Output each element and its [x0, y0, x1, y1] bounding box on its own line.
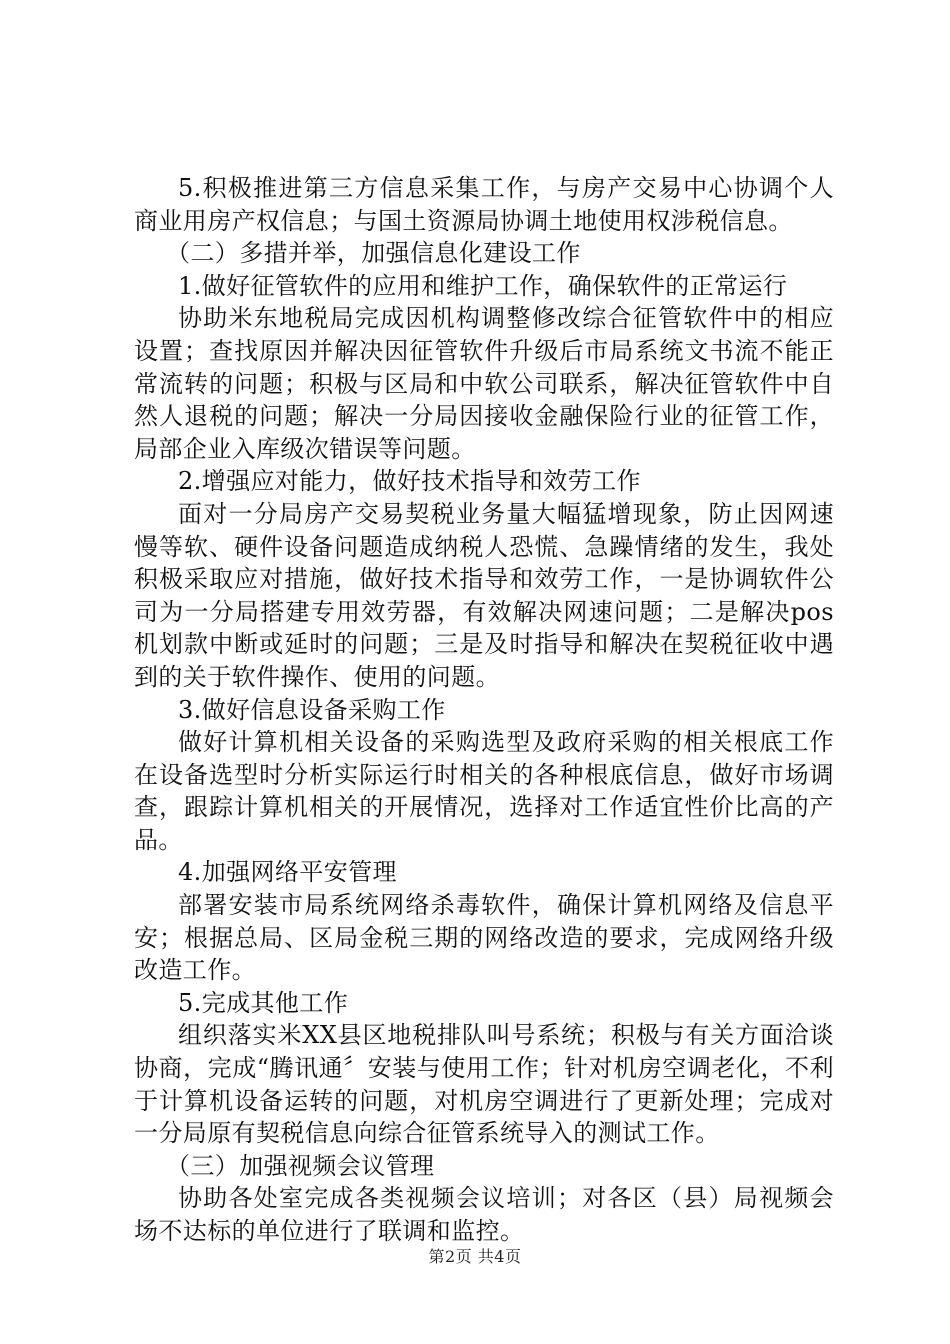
- paragraph: 协助米东地税局完成因机构调整修改综合征管软件中的相应设置；查找原因并解决因征管软件升级后市局系统文书流不能正常流转的问题；积极与区局和中软公司联系，解决征管软件中自然人退税的问题；解决一分局因接收金融保险行业的征管工作，局部企业入库级次错误等问题。: [134, 304, 834, 463]
- paragraph: 做好计算机相关设备的采购选型及政府采购的相关根底工作在设备选型时分析实际运行时相关的各种根底信息，做好市场调查，跟踪计算机相关的开展情况，选择对工作适宜性价比高的产品。: [134, 728, 834, 854]
- section-heading: （三）加强视频会议管理: [166, 1151, 435, 1180]
- paragraph: 面对一分局房产交易契税业务量大幅猛增现象，防止因网速慢等软、硬件设备问题造成纳税人恐慌、急躁情绪的发生，我处积极采取应对措施，做好技术指导和效劳工作，一是协调软件公司为一分局搭建专用效劳器，有效解决网速问题；二是解决pos机划款中断或延时的问题；三是及时指导和解决在契税征收中遇到的关于软件操作、使用的问题。: [134, 499, 834, 691]
- paragraph: 组织落实米XX县区地税排队叫号系统；积极与有关方面洽谈协商，完成“腾讯通〞安装与使用工作；针对机房空调老化，不利于计算机设备运转的问题，对机房空调进行了更新处理；完成对一分局原有契税信息向综合征管系统导入的测试工作。: [134, 1021, 834, 1148]
- page-number-footer: 第2页 共4页: [428, 1247, 522, 1266]
- document-body: [134, 172, 834, 1248]
- paragraph: 5.积极推进第三方信息采集工作，与房产交易中心协调个人商业用房产权信息；与国土资源局协调土地使用权涉税信息。: [134, 174, 834, 235]
- subheading: 5.完成其他工作: [178, 988, 349, 1017]
- subheading: 3.做好信息设备采购工作: [178, 695, 446, 724]
- section-heading: （二）多措并举，加强信息化建设工作: [166, 239, 581, 268]
- subheading: 2.增强应对能力，做好技术指导和效劳工作: [178, 467, 641, 496]
- paragraph: 部署安装市局系统网络杀毒软件，确保计算机网络及信息平安；根据总局、区局金税三期的网络改造的要求，完成网络升级改造工作。: [134, 891, 834, 985]
- subheading: 4.加强网络平安管理: [178, 858, 397, 887]
- subheading: 1.做好征管软件的应用和维护工作，确保软件的正常运行: [178, 271, 788, 300]
- paragraph: 协助各处室完成各类视频会议培训；对各区（县）局视频会场不达标的单位进行了联调和监控。: [134, 1184, 834, 1245]
